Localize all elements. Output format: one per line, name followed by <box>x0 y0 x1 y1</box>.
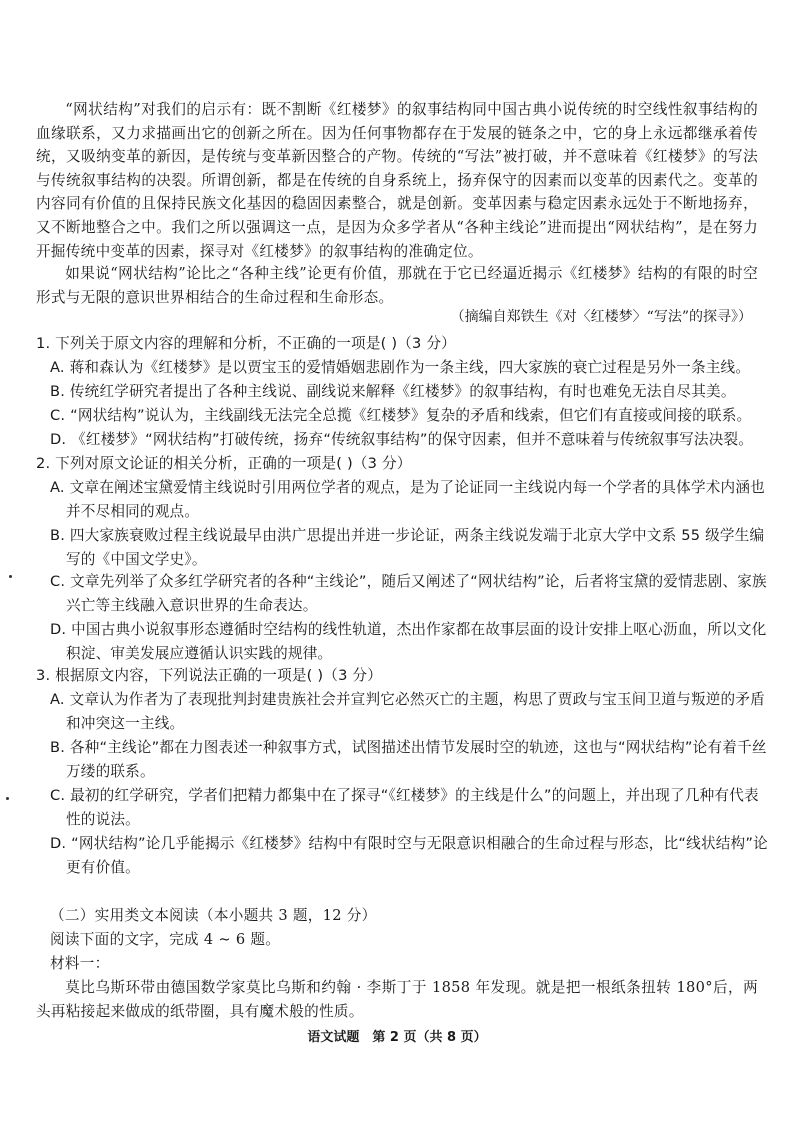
question-2-option-d: D. 中国古典小说叙事形态遵循时空结构的线性轨道，杰出作家都在故事层面的设计安排上呕心沥血，所以文化积淀、审美发展应遵循认识实践的规律。 <box>50 621 767 662</box>
question-1-option-b: B. 传统红学研究者提出了各种主线说、副线说来解释《红楼梦》的叙事结构，有时也难免无法自尽其美。 <box>50 383 736 400</box>
page-footer: 语文试题 第 2 页（共 8 页） <box>307 1030 487 1045</box>
question-1-option-d: D. 《红楼梦》“网状结构”打破传统，扬弃“传统叙事结构”的保守因素，但并不意味着与传统叙事写法决裂。 <box>50 431 754 448</box>
question-1-stem: 1. 下列关于原文内容的理解和分析，不正确的一项是( )（3 分） <box>36 335 456 352</box>
passage-paragraph-2: 如果说“网状结构”论比之“各种主线”论更有价值，那就在于它已经逼近揭示《红楼梦》结构的有限的时空形式与无限的意识世界相结合的生命过程和生命形态。 <box>36 265 758 306</box>
question-3-option-a: A. 文章认为作者为了表现批判封建贵族社会并宣判它必然灭亡的主题，构思了贾政与宝玉间卫道与叛逆的矛盾和冲突这一主线。 <box>50 691 765 732</box>
question-1-option-c: C. “网状结构”说认为，主线副线无法完全总揽《红楼梦》复杂的矛盾和线索，但它们有直接或间接的联系。 <box>50 407 752 424</box>
section-2-instruction: 阅读下面的文字，完成 4 ~ 6 题。 <box>50 931 281 948</box>
question-1-option-a: A. 蒋和森认为《红楼梦》是以贾宝玉的爱情婚姻悲剧作为一条主线，四大家族的衰亡过程是另外一条主线。 <box>50 359 751 376</box>
question-3-option-d: D. “网状结构”论几乎能揭示《红楼梦》结构中有限时空与无限意识相融合的生命过程与形态，比“线状结构”论更有价值。 <box>50 835 768 876</box>
question-2-stem: 2. 下列对原文论证的相关分析，正确的一项是( )（3 分） <box>36 455 412 472</box>
question-3-stem: 3. 根据原文内容，下列说法正确的一项是( )（3 分） <box>36 667 382 684</box>
question-2-option-c: C. 文章先列举了众多红学研究者的各种“主线论”，随后又阐述了“网状结构”论，后者将宝黛的爱情悲剧、家族兴亡等主线融入意识世界的生命表达。 <box>50 573 767 614</box>
scan-speck <box>9 575 12 578</box>
passage-source: （摘编自郑铁生《对〈红楼梦〉“写法”的探寻》） <box>450 309 752 325</box>
section-2-heading: （二）实用类文本阅读（本小题共 3 题，12 分） <box>50 907 377 924</box>
material-1-label: 材料一： <box>50 955 110 972</box>
material-1-text: 莫比乌斯环带由德国数学家莫比乌斯和约翰 · 李斯丁于 1858 年发现。就是把一根纸条扭转 180°后，两头再粘接起来做成的纸带圈，具有魔术般的性质。 <box>36 979 758 1020</box>
scan-speck <box>6 797 9 800</box>
question-3-option-c: C. 最初的红学研究，学者们把精力都集中在了探寻“《红楼梦》的主线是什么”的问题上，并出现了几种有代表性的说法。 <box>50 787 759 828</box>
question-2-option-a: A. 文章在阐述宝黛爱情主线说时引用两位学者的观点，是为了论证同一主线说内每一个学者的具体学术内涵也并不尽相同的观点。 <box>50 479 765 520</box>
question-3-option-b: B. 各种“主线论”都在力图表述一种叙事方式，试图描述出情节发展时空的轨迹，这也与“网状结构”论有着千丝万缕的联系。 <box>50 739 767 780</box>
passage-paragraph-1: “网状结构”对我们的启示有：既不割断《红楼梦》的叙事结构同中国古典小说传统的时空线性叙事结构的血缘联系，又力求描画出它的创新之所在。因为任何事物都存在于发展的链条之中，它的身上永远都继承着传统，又吸纳变革的新因，是传统与变革新因整合的产物。传统的“写法”被打破，并不意味着《红楼梦》的写法与传统叙事结构的决裂。所谓创新，都是在传统的自身系统上，扬弃保守的因素而以变革的因素代之。变革的内容同有价值的且保持民族文化基因的稳固因素整合，就是创新。变革因素与稳定因素永远处于不断地扬弃，又不断地整合之中。我们之所以强调这一点，是因为众多学者从“各种主线论”进而提出“网状结构”，是在努力开掘传统中变革的因素，探寻对《红楼梦》的叙事结构的准确定位。 <box>36 101 758 260</box>
question-2-option-b: B. 四大家族衰败过程主线说最早由洪广思提出并进一步论证，两条主线说发端于北京大学中文系 55 级学生编写的《中国文学史》。 <box>50 527 765 568</box>
